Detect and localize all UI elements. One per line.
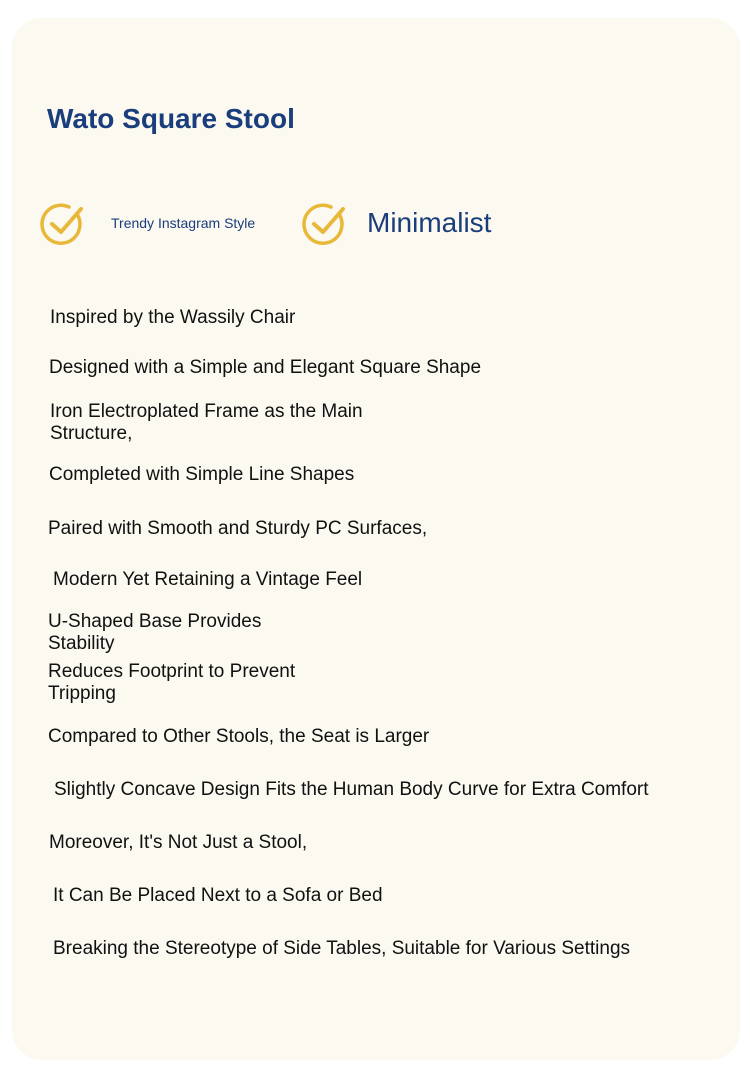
description-line: Inspired by the Wassily Chair <box>50 307 296 328</box>
product-title: Wato Square Stool <box>47 103 295 134</box>
description-line: Designed with a Simple and Elegant Square Shape <box>49 357 482 378</box>
feature-tag-minimalist: Minimalist <box>367 207 492 238</box>
description-line: Iron Electroplated Frame as the Main Structure, <box>50 401 363 444</box>
description-line: Completed with Simple Line Shapes <box>49 464 355 485</box>
description-line: Compared to Other Stools, the Seat is Larger <box>48 726 430 747</box>
checkmark-circle-icon <box>40 201 86 247</box>
description-line: Paired with Smooth and Sturdy PC Surfaces, <box>48 518 428 539</box>
description-line: U-Shaped Base Provides Stability <box>48 611 262 654</box>
checkmark-circle-icon <box>302 201 348 247</box>
description-line: Breaking the Stereotype of Side Tables, Suitable for Various Settings <box>53 938 631 959</box>
description-line: Slightly Concave Design Fits the Human Body Curve for Extra Comfort <box>54 779 649 800</box>
description-line: Modern Yet Retaining a Vintage Feel <box>53 569 363 590</box>
feature-tag-trendy: Trendy Instagram Style <box>111 215 256 231</box>
description-line: It Can Be Placed Next to a Sofa or Bed <box>53 885 383 906</box>
description-line: Moreover, It's Not Just a Stool, <box>49 832 308 853</box>
description-line: Reduces Footprint to Prevent Tripping <box>48 661 296 704</box>
